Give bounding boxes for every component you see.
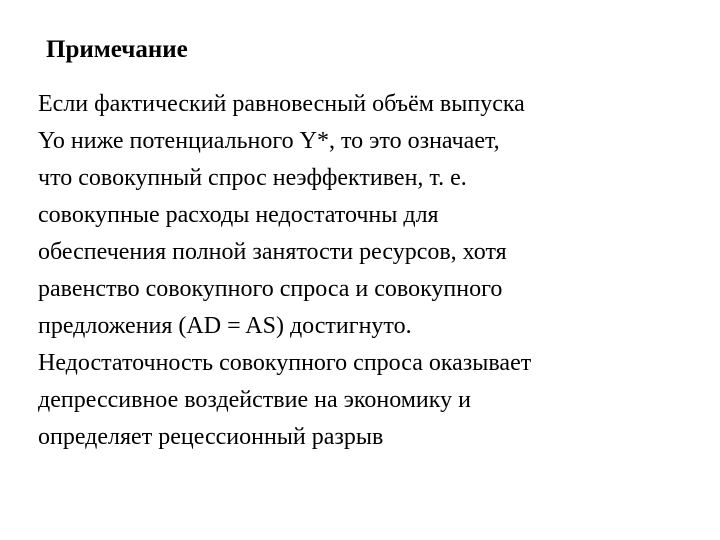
note-line: Если фактический равновесный объём выпуска (38, 91, 525, 117)
note-text (38, 86, 698, 456)
note-line: совокупные расходы недостаточны для (38, 202, 439, 228)
note-line: что совокупный спрос неэффективен, т. е. (38, 165, 467, 191)
note-line: депрессивное воздействие на экономику и (38, 387, 471, 413)
note-line: обеспечения полной занятости ресурсов, хотя (38, 239, 507, 265)
note-line: равенство совокупного спроса и совокупного (38, 276, 503, 302)
note-line: Yo ниже потенциального Y*, то это означает, (38, 128, 500, 154)
note-line: Недостаточность совокупного спроса оказывает (38, 350, 532, 376)
note-line: предложения (AD = AS) достигнуто. (38, 313, 412, 339)
note-line: определяет рецессионный разрыв (38, 424, 384, 450)
slide-title: Примечание (46, 36, 188, 63)
